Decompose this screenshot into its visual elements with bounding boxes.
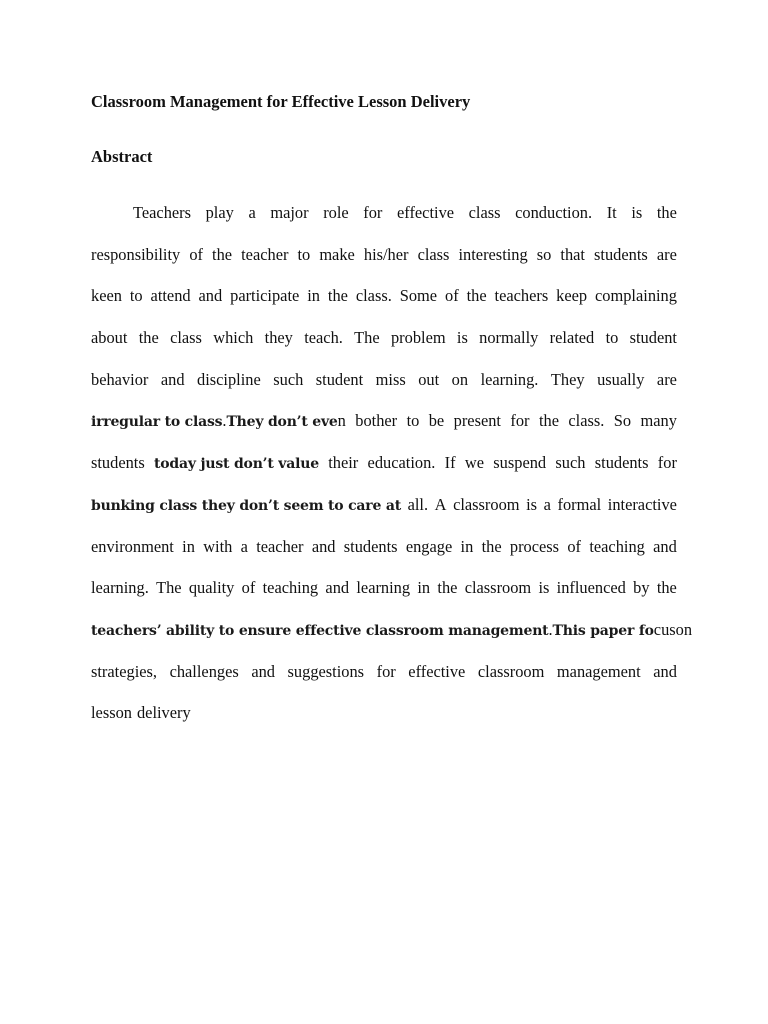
word-group — [91, 616, 676, 645]
word-group — [137, 699, 191, 727]
word: . — [222, 411, 227, 431]
word-group — [676, 616, 692, 644]
word-group — [595, 282, 677, 310]
word: and — [325, 578, 350, 598]
word-group — [515, 199, 592, 227]
word: cus — [653, 619, 676, 639]
word: student — [315, 369, 364, 389]
word-group — [355, 407, 397, 435]
word-group — [391, 324, 446, 352]
word: and — [653, 536, 677, 556]
word-group — [230, 282, 299, 310]
word: class. — [568, 411, 605, 431]
word-group — [657, 574, 677, 602]
word-group — [429, 407, 444, 435]
word-group — [453, 491, 519, 519]
emphasized-text: today just don’t value — [154, 456, 319, 473]
word-group — [91, 407, 346, 436]
word: management — [556, 661, 641, 681]
word-group — [312, 533, 336, 561]
word: Some — [399, 286, 438, 306]
word-group — [273, 366, 303, 394]
word-group — [91, 699, 132, 727]
emphasized-text: irregular to class — [91, 414, 223, 431]
word: the — [138, 328, 159, 348]
emphasized-text: This paper fo — [552, 622, 654, 639]
word: and — [251, 661, 275, 681]
word-group — [156, 574, 181, 602]
word-group — [510, 533, 559, 561]
word-group — [555, 449, 585, 477]
word-group — [544, 491, 551, 519]
word: If — [444, 453, 456, 473]
word: about — [91, 328, 128, 348]
word-group — [270, 199, 308, 227]
word: many — [640, 411, 677, 431]
word-group — [182, 533, 195, 561]
word-group — [445, 282, 459, 310]
word: learning. — [91, 578, 149, 598]
word: of — [241, 578, 256, 598]
word: problem — [390, 328, 446, 348]
word: normally — [479, 328, 539, 348]
word: student — [629, 328, 677, 348]
word: the — [656, 203, 677, 222]
word: students — [594, 244, 648, 264]
abstract-line-12 — [91, 658, 677, 700]
word-group — [437, 574, 457, 602]
word-group — [91, 449, 145, 477]
word: effective — [397, 203, 455, 222]
word-group — [256, 533, 303, 561]
word: responsibility — [91, 244, 181, 264]
word: are — [656, 369, 677, 389]
word-group — [189, 241, 203, 269]
word: the — [212, 244, 233, 264]
word-group — [418, 241, 450, 269]
word-group — [133, 199, 191, 227]
word: for — [510, 411, 530, 431]
word: and — [311, 536, 336, 556]
word: The — [354, 328, 380, 348]
word: It — [606, 203, 617, 222]
word-group — [397, 199, 454, 227]
word-group — [560, 241, 585, 269]
word-group — [417, 574, 430, 602]
word-group — [478, 658, 544, 686]
word-group — [288, 658, 365, 686]
section-heading-abstract: Abstract — [91, 147, 153, 166]
word-group — [454, 407, 501, 435]
word: teaching — [589, 536, 645, 556]
word-group — [307, 282, 320, 310]
word-group — [319, 241, 355, 269]
word: of — [445, 286, 459, 306]
word-group — [452, 366, 468, 394]
word: for — [376, 661, 396, 681]
word: is — [538, 578, 550, 598]
abstract-paragraph — [91, 199, 693, 741]
word: and — [160, 369, 185, 389]
abstract-line-5 — [91, 366, 677, 408]
word: major — [270, 203, 309, 222]
word: learning — [356, 578, 411, 598]
word: such — [555, 453, 586, 473]
word: the — [437, 578, 458, 598]
word-group — [376, 366, 406, 394]
abstract-line-11 — [91, 616, 693, 658]
abstract-line-2 — [91, 241, 677, 283]
word-group — [328, 282, 348, 310]
word-group — [199, 282, 223, 310]
word: a — [248, 203, 256, 222]
word: for — [363, 203, 383, 222]
word-group — [526, 491, 537, 519]
word-group — [445, 449, 456, 477]
word: engage — [405, 536, 453, 556]
word-group — [400, 282, 437, 310]
word-group — [479, 324, 538, 352]
word: their — [328, 453, 359, 473]
word-group — [510, 407, 529, 435]
word-group — [594, 241, 648, 269]
word-group — [557, 491, 601, 519]
word-group — [316, 366, 363, 394]
word: the — [538, 411, 559, 431]
abstract-line-6 — [91, 407, 677, 449]
word: to — [406, 411, 420, 431]
abstract-line-3 — [91, 282, 677, 324]
word: usually — [597, 369, 645, 389]
word: participate — [230, 286, 300, 306]
word: which — [213, 328, 254, 348]
word: lesson — [91, 703, 132, 723]
word: a — [240, 536, 248, 556]
word: class — [417, 244, 450, 264]
word: delivery — [136, 703, 191, 723]
word: teaching — [262, 578, 319, 598]
emphasized-text: They don’t eve — [226, 414, 338, 431]
word: and — [198, 286, 223, 306]
word-group — [206, 199, 234, 227]
word-group — [203, 533, 232, 561]
word: his/her — [363, 244, 409, 264]
word: are — [656, 244, 677, 264]
emphasized-text: bunking class they don’t seem to care at — [91, 497, 401, 514]
word-group — [91, 574, 149, 602]
word: students — [343, 536, 398, 556]
word-group — [154, 449, 319, 478]
word: keep — [556, 286, 588, 306]
word: related — [549, 328, 595, 348]
word-group — [469, 199, 501, 227]
abstract-line-9 — [91, 533, 677, 575]
word: in — [307, 286, 320, 306]
word-group — [151, 282, 191, 310]
word-group — [212, 241, 232, 269]
word: challenges — [169, 661, 239, 681]
word: suggestions — [287, 661, 365, 681]
word-group — [551, 366, 585, 394]
word-group — [406, 533, 452, 561]
word: to — [129, 286, 143, 306]
word-group — [344, 533, 398, 561]
word: attend — [150, 286, 191, 306]
word-group — [589, 533, 645, 561]
word: interesting — [458, 244, 528, 264]
word-group — [537, 241, 552, 269]
word: suspend — [493, 453, 547, 473]
abstract-line-8 — [91, 491, 677, 533]
word: classroom — [453, 494, 520, 514]
word-group — [91, 533, 174, 561]
word-group — [364, 241, 409, 269]
word-group — [248, 199, 255, 227]
word: the — [327, 286, 348, 306]
word: discipline — [197, 369, 261, 389]
word-group — [595, 449, 649, 477]
word: behavior — [91, 369, 149, 389]
word-group — [539, 407, 559, 435]
word: quality — [188, 578, 235, 598]
word: by — [633, 578, 650, 598]
word-group — [657, 199, 677, 227]
word-group — [368, 449, 436, 477]
word-group — [265, 324, 293, 352]
word-group — [606, 324, 619, 352]
word-group — [653, 658, 677, 686]
word: effective — [408, 661, 466, 681]
word-group — [356, 282, 392, 310]
word-group — [197, 366, 261, 394]
word-group — [461, 533, 474, 561]
word: bother — [355, 411, 398, 431]
word: in — [460, 536, 474, 556]
word: classroom — [477, 661, 545, 681]
word-group — [242, 574, 256, 602]
word: they — [264, 328, 293, 348]
word-group — [657, 366, 677, 394]
word-group — [538, 574, 549, 602]
word: is — [631, 203, 643, 222]
word: to — [297, 244, 311, 264]
word-group — [91, 491, 401, 520]
word: play — [205, 203, 234, 222]
word: miss — [375, 369, 406, 389]
word-group — [459, 241, 528, 269]
abstract-line-13 — [91, 699, 677, 741]
word-group — [550, 324, 595, 352]
word: be — [428, 411, 445, 431]
word: influenced — [556, 578, 626, 598]
word-group — [356, 574, 410, 602]
word-group — [556, 282, 587, 310]
word: keen — [91, 286, 122, 306]
word: class — [170, 328, 202, 348]
word: that — [560, 244, 585, 264]
word: Teachers — [133, 203, 191, 222]
word-group — [631, 199, 642, 227]
word: teachers — [494, 286, 549, 306]
abstract-line-10 — [91, 574, 677, 616]
abstract-line-1 — [91, 199, 677, 241]
word-group — [630, 324, 677, 352]
word-group — [251, 658, 275, 686]
word: make — [319, 244, 355, 264]
word-group — [241, 533, 248, 561]
word: class — [468, 203, 501, 222]
word: we — [464, 453, 484, 473]
word-group — [418, 366, 439, 394]
word: learning. — [480, 369, 539, 389]
word-group — [328, 449, 358, 477]
word: a — [543, 494, 551, 514]
word-group — [298, 241, 311, 269]
word-group — [408, 491, 428, 519]
word-group — [407, 407, 420, 435]
word-group — [170, 658, 239, 686]
word-group — [91, 366, 148, 394]
word-group — [481, 366, 539, 394]
word: So — [613, 411, 632, 431]
word-group — [408, 658, 465, 686]
word: role — [323, 203, 349, 222]
word-group — [170, 324, 202, 352]
word: all. — [407, 494, 429, 514]
word: environment — [91, 536, 174, 556]
word-group — [377, 658, 396, 686]
abstract-line-4 — [91, 324, 677, 366]
word: the — [466, 286, 487, 306]
word: is — [526, 494, 538, 514]
word-group — [641, 407, 677, 435]
word: on — [451, 369, 469, 389]
word-group — [161, 366, 185, 394]
word: such — [273, 369, 304, 389]
word: class. — [355, 286, 392, 306]
word: in — [182, 536, 195, 556]
word-group — [323, 199, 348, 227]
word: teacher — [256, 536, 304, 556]
word: students — [91, 453, 145, 473]
word: education. — [367, 453, 436, 473]
word-group — [658, 449, 677, 477]
emphasized-text: teachers’ ability to ensure effective classroom management — [91, 622, 549, 639]
word-group — [557, 574, 626, 602]
word-group — [91, 282, 122, 310]
word: . — [548, 619, 553, 639]
word: strategies, — [91, 661, 157, 681]
word: on — [675, 619, 693, 639]
word: present — [453, 411, 501, 431]
word-group — [467, 282, 487, 310]
word: the — [656, 578, 677, 598]
word-group — [567, 533, 581, 561]
word: A — [434, 494, 447, 514]
word-group — [495, 282, 549, 310]
word: to — [605, 328, 619, 348]
word: process — [509, 536, 560, 556]
word: classroom — [464, 578, 532, 598]
word-group — [304, 324, 343, 352]
document-title: Classroom Management for Effective Lesson Delivery — [91, 92, 471, 111]
word: of — [567, 536, 582, 556]
word: students — [594, 453, 649, 473]
word-group — [435, 491, 447, 519]
word-group — [363, 199, 382, 227]
word-group — [493, 449, 546, 477]
word-group — [607, 199, 617, 227]
word-group — [241, 241, 288, 269]
word: so — [536, 244, 552, 264]
word: complaining — [595, 286, 677, 306]
word: with — [203, 536, 233, 556]
word-group — [557, 658, 641, 686]
word: of — [189, 244, 203, 264]
word-group — [91, 658, 157, 686]
word-group — [457, 324, 468, 352]
word: in — [417, 578, 431, 598]
word-group — [608, 491, 677, 519]
word: n — [337, 411, 346, 431]
word: They — [550, 369, 585, 389]
word: formal — [557, 494, 602, 514]
word-group — [465, 574, 531, 602]
word: is — [456, 328, 468, 348]
word-group — [465, 449, 484, 477]
word: the — [481, 536, 502, 556]
abstract-line-7 — [91, 449, 677, 491]
word-group — [657, 241, 677, 269]
word: teach. — [304, 328, 343, 348]
word: and — [653, 661, 677, 681]
word-group — [139, 324, 159, 352]
word: out — [418, 369, 440, 389]
word-group — [130, 282, 143, 310]
word-group — [614, 407, 631, 435]
word: The — [156, 578, 182, 598]
word-group — [354, 324, 379, 352]
word-group — [597, 366, 644, 394]
word: teacher — [241, 244, 289, 264]
word: interactive — [607, 494, 677, 514]
word-group — [263, 574, 319, 602]
word: for — [657, 453, 677, 473]
word-group — [91, 324, 127, 352]
word-group — [653, 533, 677, 561]
word-group — [91, 241, 180, 269]
word: conduction. — [515, 203, 593, 222]
word-group — [213, 324, 253, 352]
word-group — [325, 574, 349, 602]
word-group — [189, 574, 235, 602]
word-group — [633, 574, 649, 602]
word-group — [482, 533, 502, 561]
word-group — [568, 407, 604, 435]
